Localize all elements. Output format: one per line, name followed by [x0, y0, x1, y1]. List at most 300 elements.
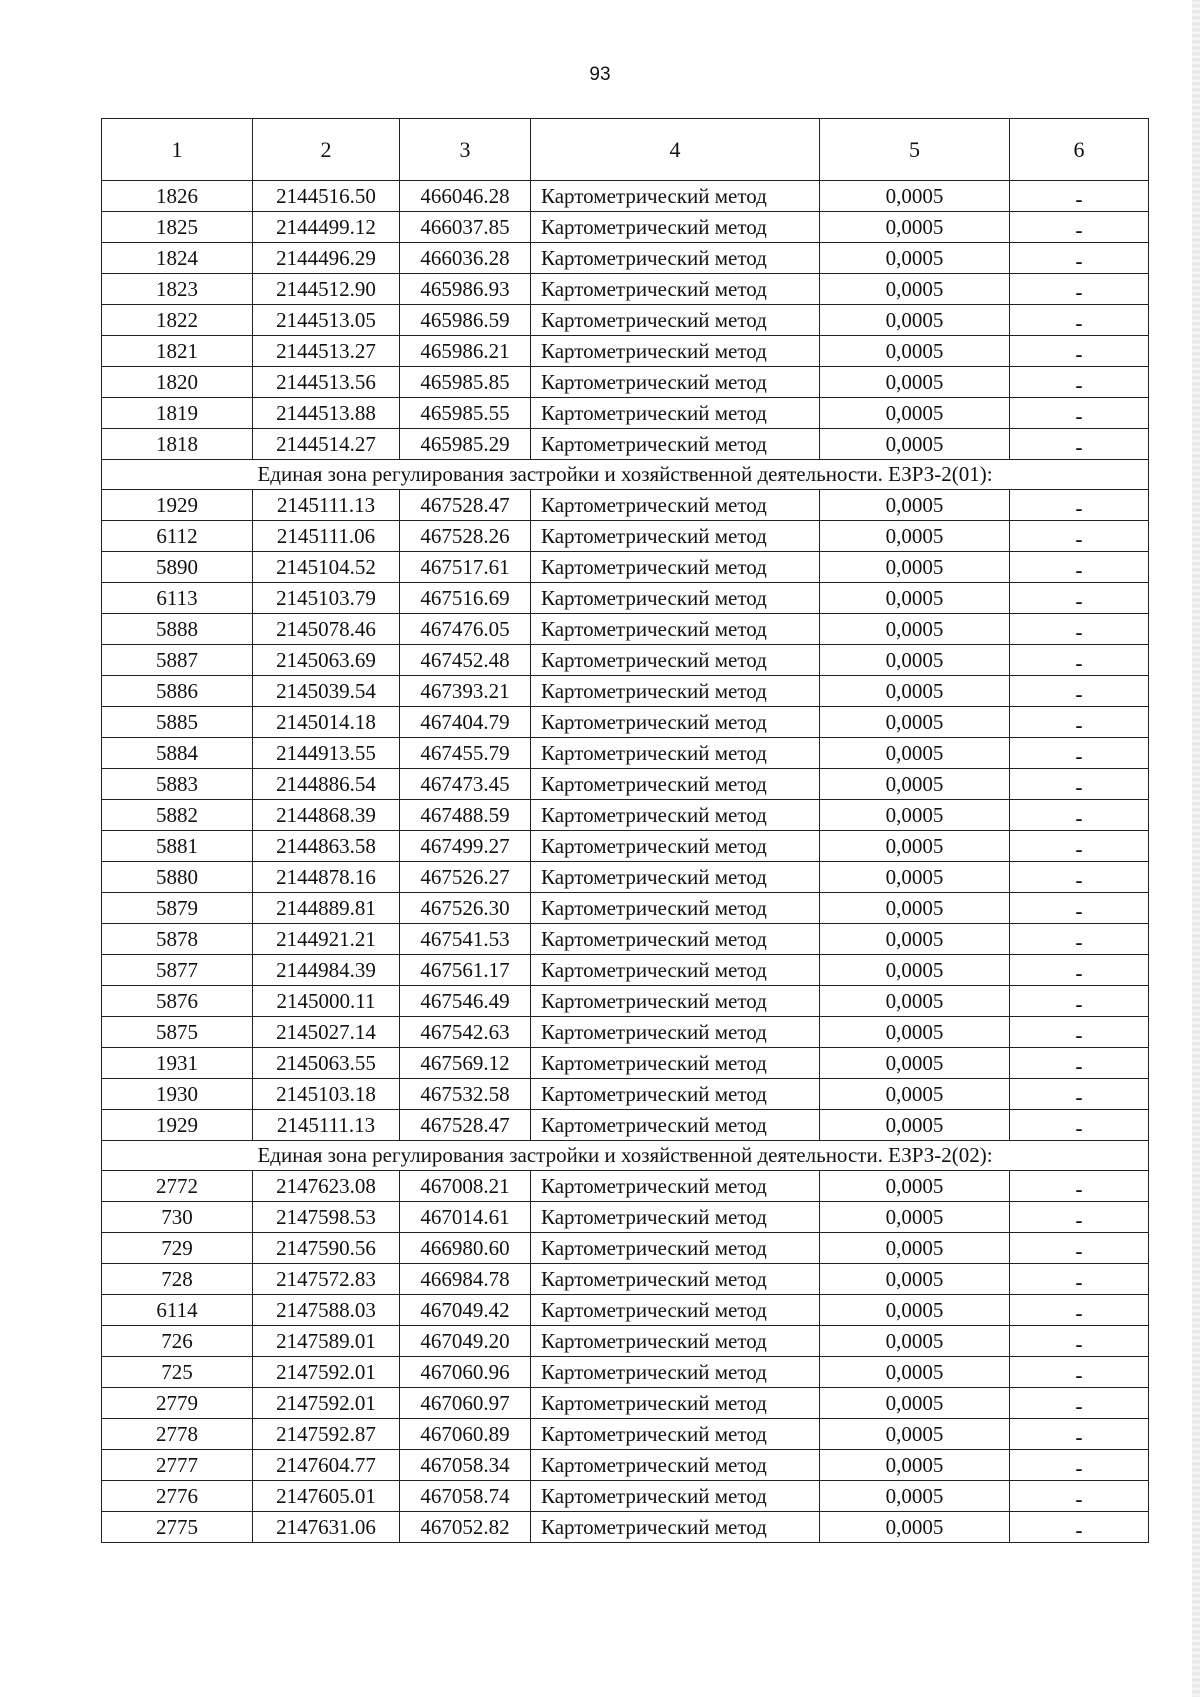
y-coordinate-cell: 467541.53 [400, 924, 531, 955]
x-coordinate-cell: 2145111.06 [253, 521, 400, 552]
table-row [102, 769, 1149, 800]
description-cell: - [1010, 243, 1149, 274]
x-coordinate-cell: 2144868.39 [253, 800, 400, 831]
method-cell: Картометрический метод [531, 521, 820, 552]
method-cell: Картометрический метод [531, 831, 820, 862]
method-cell: Картометрический метод [531, 1110, 820, 1141]
accuracy-cell: 0,0005 [820, 181, 1010, 212]
point-number-cell: 5888 [102, 614, 253, 645]
table-row [102, 1017, 1149, 1048]
x-coordinate-cell: 2144513.27 [253, 336, 400, 367]
coordinates-table-container [101, 118, 1148, 1543]
accuracy-cell: 0,0005 [820, 552, 1010, 583]
table-header-row [102, 119, 1149, 181]
point-number-cell: 730 [102, 1202, 253, 1233]
point-number-cell: 6114 [102, 1295, 253, 1326]
method-cell: Картометрический метод [531, 1357, 820, 1388]
table-row [102, 336, 1149, 367]
method-cell: Картометрический метод [531, 1171, 820, 1202]
x-coordinate-cell: 2145103.18 [253, 1079, 400, 1110]
accuracy-cell: 0,0005 [820, 429, 1010, 460]
method-cell: Картометрический метод [531, 1017, 820, 1048]
description-cell: - [1010, 707, 1149, 738]
description-cell: - [1010, 490, 1149, 521]
y-coordinate-cell: 467052.82 [400, 1512, 531, 1543]
method-cell: Картометрический метод [531, 367, 820, 398]
table-row [102, 521, 1149, 552]
point-number-cell: 2779 [102, 1388, 253, 1419]
table-row [102, 1233, 1149, 1264]
description-cell: - [1010, 1419, 1149, 1450]
accuracy-cell: 0,0005 [820, 738, 1010, 769]
point-number-cell: 5875 [102, 1017, 253, 1048]
y-coordinate-cell: 467008.21 [400, 1171, 531, 1202]
column-header-x: 2 [253, 119, 400, 181]
accuracy-cell: 0,0005 [820, 336, 1010, 367]
method-cell: Картометрический метод [531, 181, 820, 212]
accuracy-cell: 0,0005 [820, 1048, 1010, 1079]
method-cell: Картометрический метод [531, 583, 820, 614]
description-cell: - [1010, 614, 1149, 645]
accuracy-cell: 0,0005 [820, 521, 1010, 552]
y-coordinate-cell: 465986.21 [400, 336, 531, 367]
y-coordinate-cell: 467528.47 [400, 1110, 531, 1141]
x-coordinate-cell: 2144913.55 [253, 738, 400, 769]
x-coordinate-cell: 2145111.13 [253, 490, 400, 521]
description-cell: - [1010, 212, 1149, 243]
table-row [102, 738, 1149, 769]
y-coordinate-cell: 466046.28 [400, 181, 531, 212]
method-cell: Картометрический метод [531, 986, 820, 1017]
method-cell: Картометрический метод [531, 1512, 820, 1543]
accuracy-cell: 0,0005 [820, 645, 1010, 676]
y-coordinate-cell: 467452.48 [400, 645, 531, 676]
accuracy-cell: 0,0005 [820, 1481, 1010, 1512]
y-coordinate-cell: 466984.78 [400, 1264, 531, 1295]
y-coordinate-cell: 465985.55 [400, 398, 531, 429]
y-coordinate-cell: 467393.21 [400, 676, 531, 707]
x-coordinate-cell: 2145111.13 [253, 1110, 400, 1141]
accuracy-cell: 0,0005 [820, 800, 1010, 831]
table-row [102, 274, 1149, 305]
point-number-cell: 2776 [102, 1481, 253, 1512]
point-number-cell: 6112 [102, 521, 253, 552]
method-cell: Картометрический метод [531, 862, 820, 893]
accuracy-cell: 0,0005 [820, 583, 1010, 614]
table-row [102, 1388, 1149, 1419]
method-cell: Картометрический метод [531, 1202, 820, 1233]
zone-section-row [102, 460, 1149, 490]
point-number-cell: 1818 [102, 429, 253, 460]
accuracy-cell: 0,0005 [820, 305, 1010, 336]
point-number-cell: 1929 [102, 490, 253, 521]
table-row [102, 398, 1149, 429]
description-cell: - [1010, 769, 1149, 800]
point-number-cell: 2777 [102, 1450, 253, 1481]
y-coordinate-cell: 467060.89 [400, 1419, 531, 1450]
point-number-cell: 5879 [102, 893, 253, 924]
description-cell: - [1010, 738, 1149, 769]
method-cell: Картометрический метод [531, 893, 820, 924]
x-coordinate-cell: 2144921.21 [253, 924, 400, 955]
description-cell: - [1010, 1017, 1149, 1048]
y-coordinate-cell: 466980.60 [400, 1233, 531, 1264]
point-number-cell: 5883 [102, 769, 253, 800]
y-coordinate-cell: 467049.20 [400, 1326, 531, 1357]
table-row [102, 490, 1149, 521]
y-coordinate-cell: 465986.59 [400, 305, 531, 336]
table-row [102, 1512, 1149, 1543]
table-row [102, 1481, 1149, 1512]
point-number-cell: 5884 [102, 738, 253, 769]
x-coordinate-cell: 2145014.18 [253, 707, 400, 738]
method-cell: Картометрический метод [531, 1264, 820, 1295]
method-cell: Картометрический метод [531, 924, 820, 955]
x-coordinate-cell: 2144513.56 [253, 367, 400, 398]
point-number-cell: 5886 [102, 676, 253, 707]
accuracy-cell: 0,0005 [820, 1357, 1010, 1388]
table-row [102, 583, 1149, 614]
method-cell: Картометрический метод [531, 1048, 820, 1079]
table-row [102, 893, 1149, 924]
method-cell: Картометрический метод [531, 398, 820, 429]
table-row [102, 552, 1149, 583]
description-cell: - [1010, 1388, 1149, 1419]
method-cell: Картометрический метод [531, 336, 820, 367]
description-cell: - [1010, 1048, 1149, 1079]
zone-section-title: Единая зона регулирования застройки и хозяйственной деятельности. ЕЗРЗ-2(02): [102, 1141, 1149, 1171]
table-row [102, 1079, 1149, 1110]
table-row [102, 924, 1149, 955]
description-cell: - [1010, 1481, 1149, 1512]
y-coordinate-cell: 467060.97 [400, 1388, 531, 1419]
x-coordinate-cell: 2147592.87 [253, 1419, 400, 1450]
point-number-cell: 728 [102, 1264, 253, 1295]
zone-section-row [102, 1141, 1149, 1171]
table-row [102, 645, 1149, 676]
table-row [102, 429, 1149, 460]
method-cell: Картометрический метод [531, 1388, 820, 1419]
x-coordinate-cell: 2144984.39 [253, 955, 400, 986]
table-body [102, 181, 1149, 1543]
accuracy-cell: 0,0005 [820, 1326, 1010, 1357]
accuracy-cell: 0,0005 [820, 924, 1010, 955]
y-coordinate-cell: 467473.45 [400, 769, 531, 800]
column-header-point-number: 1 [102, 119, 253, 181]
y-coordinate-cell: 467488.59 [400, 800, 531, 831]
x-coordinate-cell: 2145027.14 [253, 1017, 400, 1048]
point-number-cell: 729 [102, 1233, 253, 1264]
x-coordinate-cell: 2144889.81 [253, 893, 400, 924]
x-coordinate-cell: 2144516.50 [253, 181, 400, 212]
description-cell: - [1010, 1450, 1149, 1481]
point-number-cell: 5882 [102, 800, 253, 831]
accuracy-cell: 0,0005 [820, 1512, 1010, 1543]
point-number-cell: 5881 [102, 831, 253, 862]
table-row [102, 1048, 1149, 1079]
accuracy-cell: 0,0005 [820, 1017, 1010, 1048]
description-cell: - [1010, 800, 1149, 831]
accuracy-cell: 0,0005 [820, 490, 1010, 521]
description-cell: - [1010, 367, 1149, 398]
x-coordinate-cell: 2145063.55 [253, 1048, 400, 1079]
method-cell: Картометрический метод [531, 490, 820, 521]
y-coordinate-cell: 467517.61 [400, 552, 531, 583]
description-cell: - [1010, 552, 1149, 583]
method-cell: Картометрический метод [531, 243, 820, 274]
table-row [102, 181, 1149, 212]
table-row [102, 305, 1149, 336]
table-row [102, 1264, 1149, 1295]
accuracy-cell: 0,0005 [820, 212, 1010, 243]
description-cell: - [1010, 1295, 1149, 1326]
table-row [102, 614, 1149, 645]
description-cell: - [1010, 986, 1149, 1017]
method-cell: Картометрический метод [531, 614, 820, 645]
x-coordinate-cell: 2144878.16 [253, 862, 400, 893]
accuracy-cell: 0,0005 [820, 831, 1010, 862]
point-number-cell: 5887 [102, 645, 253, 676]
method-cell: Картометрический метод [531, 769, 820, 800]
x-coordinate-cell: 2147589.01 [253, 1326, 400, 1357]
x-coordinate-cell: 2144513.88 [253, 398, 400, 429]
y-coordinate-cell: 466036.28 [400, 243, 531, 274]
y-coordinate-cell: 467058.74 [400, 1481, 531, 1512]
point-number-cell: 6113 [102, 583, 253, 614]
x-coordinate-cell: 2145078.46 [253, 614, 400, 645]
point-number-cell: 5880 [102, 862, 253, 893]
method-cell: Картометрический метод [531, 1481, 820, 1512]
point-number-cell: 1825 [102, 212, 253, 243]
method-cell: Картометрический метод [531, 274, 820, 305]
accuracy-cell: 0,0005 [820, 986, 1010, 1017]
accuracy-cell: 0,0005 [820, 769, 1010, 800]
x-coordinate-cell: 2144512.90 [253, 274, 400, 305]
y-coordinate-cell: 466037.85 [400, 212, 531, 243]
y-coordinate-cell: 467542.63 [400, 1017, 531, 1048]
table-row [102, 1171, 1149, 1202]
y-coordinate-cell: 467404.79 [400, 707, 531, 738]
method-cell: Картометрический метод [531, 305, 820, 336]
table-row [102, 367, 1149, 398]
method-cell: Картометрический метод [531, 1233, 820, 1264]
method-cell: Картометрический метод [531, 707, 820, 738]
y-coordinate-cell: 467516.69 [400, 583, 531, 614]
point-number-cell: 1824 [102, 243, 253, 274]
method-cell: Картометрический метод [531, 955, 820, 986]
x-coordinate-cell: 2147592.01 [253, 1388, 400, 1419]
accuracy-cell: 0,0005 [820, 367, 1010, 398]
accuracy-cell: 0,0005 [820, 676, 1010, 707]
method-cell: Картометрический метод [531, 1450, 820, 1481]
x-coordinate-cell: 2145104.52 [253, 552, 400, 583]
point-number-cell: 5885 [102, 707, 253, 738]
x-coordinate-cell: 2144863.58 [253, 831, 400, 862]
point-number-cell: 1930 [102, 1079, 253, 1110]
y-coordinate-cell: 467528.26 [400, 521, 531, 552]
accuracy-cell: 0,0005 [820, 955, 1010, 986]
table-row [102, 1419, 1149, 1450]
y-coordinate-cell: 465985.85 [400, 367, 531, 398]
y-coordinate-cell: 467561.17 [400, 955, 531, 986]
description-cell: - [1010, 1202, 1149, 1233]
description-cell: - [1010, 274, 1149, 305]
table-row [102, 1357, 1149, 1388]
y-coordinate-cell: 467532.58 [400, 1079, 531, 1110]
column-header-accuracy: 5 [820, 119, 1010, 181]
y-coordinate-cell: 467455.79 [400, 738, 531, 769]
accuracy-cell: 0,0005 [820, 243, 1010, 274]
table-row [102, 1326, 1149, 1357]
description-cell: - [1010, 831, 1149, 862]
method-cell: Картометрический метод [531, 645, 820, 676]
method-cell: Картометрический метод [531, 676, 820, 707]
description-cell: - [1010, 429, 1149, 460]
description-cell: - [1010, 1326, 1149, 1357]
accuracy-cell: 0,0005 [820, 274, 1010, 305]
table-row [102, 243, 1149, 274]
table-row [102, 831, 1149, 862]
description-cell: - [1010, 955, 1149, 986]
x-coordinate-cell: 2147605.01 [253, 1481, 400, 1512]
table-row [102, 1295, 1149, 1326]
point-number-cell: 726 [102, 1326, 253, 1357]
table-row [102, 986, 1149, 1017]
description-cell: - [1010, 1357, 1149, 1388]
description-cell: - [1010, 676, 1149, 707]
zone-section-title: Единая зона регулирования застройки и хозяйственной деятельности. ЕЗРЗ-2(01): [102, 460, 1149, 490]
description-cell: - [1010, 398, 1149, 429]
method-cell: Картометрический метод [531, 212, 820, 243]
accuracy-cell: 0,0005 [820, 1233, 1010, 1264]
point-number-cell: 1821 [102, 336, 253, 367]
y-coordinate-cell: 467526.30 [400, 893, 531, 924]
method-cell: Картометрический метод [531, 1419, 820, 1450]
x-coordinate-cell: 2147592.01 [253, 1357, 400, 1388]
x-coordinate-cell: 2145000.11 [253, 986, 400, 1017]
y-coordinate-cell: 467569.12 [400, 1048, 531, 1079]
x-coordinate-cell: 2147623.08 [253, 1171, 400, 1202]
table-row [102, 707, 1149, 738]
x-coordinate-cell: 2145039.54 [253, 676, 400, 707]
table-row [102, 1450, 1149, 1481]
point-number-cell: 5878 [102, 924, 253, 955]
description-cell: - [1010, 893, 1149, 924]
table-row [102, 1110, 1149, 1141]
column-header-description: 6 [1010, 119, 1149, 181]
accuracy-cell: 0,0005 [820, 893, 1010, 924]
scan-edge-artifact [1192, 0, 1200, 1697]
table-row [102, 862, 1149, 893]
point-number-cell: 1826 [102, 181, 253, 212]
x-coordinate-cell: 2144496.29 [253, 243, 400, 274]
y-coordinate-cell: 465986.93 [400, 274, 531, 305]
x-coordinate-cell: 2145063.69 [253, 645, 400, 676]
y-coordinate-cell: 467526.27 [400, 862, 531, 893]
y-coordinate-cell: 467528.47 [400, 490, 531, 521]
x-coordinate-cell: 2147604.77 [253, 1450, 400, 1481]
x-coordinate-cell: 2144886.54 [253, 769, 400, 800]
accuracy-cell: 0,0005 [820, 707, 1010, 738]
accuracy-cell: 0,0005 [820, 1419, 1010, 1450]
method-cell: Картометрический метод [531, 738, 820, 769]
point-number-cell: 2778 [102, 1419, 253, 1450]
description-cell: - [1010, 1264, 1149, 1295]
point-number-cell: 1931 [102, 1048, 253, 1079]
x-coordinate-cell: 2147588.03 [253, 1295, 400, 1326]
table-row [102, 212, 1149, 243]
accuracy-cell: 0,0005 [820, 614, 1010, 645]
method-cell: Картометрический метод [531, 1295, 820, 1326]
description-cell: - [1010, 181, 1149, 212]
method-cell: Картометрический метод [531, 1326, 820, 1357]
point-number-cell: 1820 [102, 367, 253, 398]
y-coordinate-cell: 467060.96 [400, 1357, 531, 1388]
table-row [102, 1202, 1149, 1233]
table-row [102, 800, 1149, 831]
x-coordinate-cell: 2147590.56 [253, 1233, 400, 1264]
table-row [102, 955, 1149, 986]
y-coordinate-cell: 467499.27 [400, 831, 531, 862]
description-cell: - [1010, 1512, 1149, 1543]
point-number-cell: 1823 [102, 274, 253, 305]
description-cell: - [1010, 1233, 1149, 1264]
description-cell: - [1010, 862, 1149, 893]
description-cell: - [1010, 1171, 1149, 1202]
accuracy-cell: 0,0005 [820, 862, 1010, 893]
accuracy-cell: 0,0005 [820, 1295, 1010, 1326]
coordinates-table [101, 118, 1149, 1543]
x-coordinate-cell: 2144513.05 [253, 305, 400, 336]
point-number-cell: 5876 [102, 986, 253, 1017]
description-cell: - [1010, 336, 1149, 367]
point-number-cell: 5890 [102, 552, 253, 583]
method-cell: Картометрический метод [531, 429, 820, 460]
y-coordinate-cell: 465985.29 [400, 429, 531, 460]
method-cell: Картометрический метод [531, 1079, 820, 1110]
description-cell: - [1010, 924, 1149, 955]
accuracy-cell: 0,0005 [820, 1110, 1010, 1141]
point-number-cell: 1929 [102, 1110, 253, 1141]
x-coordinate-cell: 2147631.06 [253, 1512, 400, 1543]
y-coordinate-cell: 467049.42 [400, 1295, 531, 1326]
table-row [102, 676, 1149, 707]
y-coordinate-cell: 467058.34 [400, 1450, 531, 1481]
accuracy-cell: 0,0005 [820, 1450, 1010, 1481]
page-number: 93 [589, 64, 611, 85]
description-cell: - [1010, 645, 1149, 676]
x-coordinate-cell: 2147572.83 [253, 1264, 400, 1295]
description-cell: - [1010, 521, 1149, 552]
point-number-cell: 2775 [102, 1512, 253, 1543]
accuracy-cell: 0,0005 [820, 1171, 1010, 1202]
description-cell: - [1010, 583, 1149, 614]
x-coordinate-cell: 2144499.12 [253, 212, 400, 243]
point-number-cell: 2772 [102, 1171, 253, 1202]
point-number-cell: 5877 [102, 955, 253, 986]
x-coordinate-cell: 2145103.79 [253, 583, 400, 614]
column-header-method: 4 [531, 119, 820, 181]
accuracy-cell: 0,0005 [820, 1079, 1010, 1110]
y-coordinate-cell: 467546.49 [400, 986, 531, 1017]
method-cell: Картометрический метод [531, 552, 820, 583]
description-cell: - [1010, 1110, 1149, 1141]
accuracy-cell: 0,0005 [820, 1202, 1010, 1233]
column-header-y: 3 [400, 119, 531, 181]
description-cell: - [1010, 305, 1149, 336]
method-cell: Картометрический метод [531, 800, 820, 831]
point-number-cell: 1822 [102, 305, 253, 336]
